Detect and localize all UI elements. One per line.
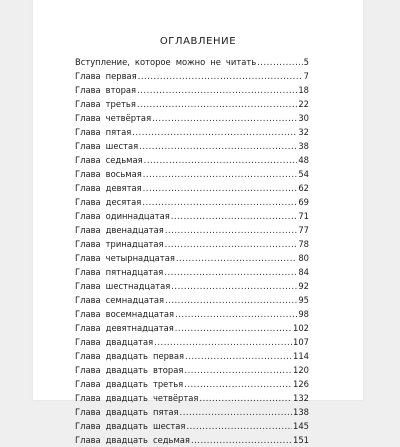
toc-title: ОГЛАВЛЕНИЕ: [159, 36, 237, 47]
toc-entry-title-word: вторая: [105, 85, 137, 95]
toc-entry: [75, 391, 309, 405]
dot-leader: [171, 279, 297, 293]
toc-entry-title-word: первая: [105, 71, 137, 81]
dot-leader: [186, 419, 292, 433]
toc-entry-title: [75, 55, 256, 69]
toc-entry-title: [75, 97, 136, 111]
toc-entry: [75, 363, 309, 377]
dot-leader: [132, 125, 297, 139]
toc-entry-title-word: Глава: [75, 337, 101, 347]
toc-entry-title-word: тринадцатая: [105, 239, 164, 249]
toc-entry-title-word: Глава: [75, 323, 101, 333]
dot-leader: [165, 237, 298, 251]
toc-entry: [75, 349, 309, 363]
toc-entry-page-number: 54: [298, 169, 309, 179]
toc-entry-title-word: читать: [225, 57, 257, 67]
toc-entry-title-word: двадцать: [105, 351, 148, 361]
toc-entry: [75, 69, 309, 83]
dot-leader: [139, 139, 297, 153]
toc-entry-page-number: 71: [298, 211, 309, 221]
dot-leader: [199, 391, 292, 405]
toc-entry-title-word: седьмая: [105, 155, 143, 165]
toc-entry-title: [75, 223, 164, 237]
toc-entry: [75, 293, 309, 307]
toc-entry-title-word: Глава: [75, 141, 101, 151]
toc-entry-title-word: Глава: [75, 239, 101, 249]
dot-leader: [152, 111, 297, 125]
toc-entry-title-word: шестая: [105, 141, 139, 151]
toc-entry-page-number: 18: [298, 85, 309, 95]
toc-entry-page-number: 151: [293, 435, 309, 445]
toc-entry: [75, 195, 309, 209]
toc-entry-title: [75, 419, 185, 433]
toc-entry-title-word: можно: [175, 57, 206, 67]
toc-entry-title: [75, 335, 153, 349]
toc-entry-title: [75, 251, 175, 265]
toc-entry-title-word: Глава: [75, 127, 101, 137]
book-page: [33, 0, 363, 445]
toc-entry-title-word: Глава: [75, 155, 101, 165]
toc-entry-title: [75, 125, 131, 139]
toc-entry-title-word: пятая: [105, 127, 132, 137]
dot-leader: [184, 377, 292, 391]
toc-entry-title: [75, 279, 170, 293]
toc-entry-title-word: седьмая: [152, 435, 190, 445]
toc-entry: [75, 167, 309, 181]
toc-entry-title: [75, 391, 198, 405]
toc-entry-page-number: 98: [298, 309, 309, 319]
toc-entry-title-word: Глава: [75, 211, 101, 221]
toc-entry-page-number: 77: [298, 225, 309, 235]
toc-entry-title-word: Глава: [75, 393, 101, 403]
toc-entry-title: [75, 433, 190, 447]
toc-entry-title: [75, 69, 137, 83]
toc-entry-title-word: восьмая: [105, 169, 142, 179]
toc-entry-title-word: Глава: [75, 197, 101, 207]
toc-entry-title-word: пятая: [152, 407, 179, 417]
toc-entry-title: [75, 237, 164, 251]
toc-entry-title-word: двадцать: [105, 379, 148, 389]
toc-entry-title: [75, 265, 163, 279]
toc-entry: [75, 321, 309, 335]
toc-entry-title-word: Глава: [75, 407, 101, 417]
toc-entry-title-word: Глава: [75, 225, 101, 235]
toc-entry-title: [75, 111, 151, 125]
toc-entry-title: [75, 139, 138, 153]
toc-entry-title-word: Глава: [75, 351, 101, 361]
toc-entry-page-number: 102: [293, 323, 309, 333]
toc-entry-title: [75, 83, 136, 97]
toc-entry: [75, 139, 309, 153]
dot-leader: [142, 195, 297, 209]
toc-entry: [75, 419, 309, 433]
toc-entry-title-word: которое: [134, 57, 171, 67]
toc-entry: [75, 405, 309, 419]
toc-entry-title: [75, 153, 143, 167]
toc-entry: [75, 83, 309, 97]
toc-list: [75, 55, 309, 447]
toc-entry-page-number: 138: [293, 407, 309, 417]
toc-entry-title-word: шестнадцатая: [105, 281, 171, 291]
toc-entry: [75, 97, 309, 111]
toc-entry-title-word: Глава: [75, 169, 101, 179]
toc-entry-title-word: одиннадцатая: [105, 211, 170, 221]
toc-entry-title-word: двадцать: [105, 393, 148, 403]
dot-leader: [184, 363, 292, 377]
toc-entry: [75, 307, 309, 321]
toc-entry: [75, 377, 309, 391]
dot-leader: [176, 251, 297, 265]
dot-leader: [144, 153, 298, 167]
toc-entry-page-number: 78: [298, 239, 309, 249]
toc-entry-page-number: 95: [298, 295, 309, 305]
toc-entry-page-number: 132: [293, 393, 309, 403]
toc-entry-title-word: шестая: [152, 421, 186, 431]
toc-entry-title-word: четырнадцатая: [105, 253, 175, 263]
toc-entry-title-word: двадцать: [105, 421, 148, 431]
dot-leader: [175, 321, 292, 335]
toc-entry-title-word: Глава: [75, 113, 101, 123]
toc-entry-title-word: двадцать: [105, 365, 148, 375]
toc-entry-title-word: Глава: [75, 435, 101, 445]
toc-entry: [75, 181, 309, 195]
toc-entry-title-word: Глава: [75, 183, 101, 193]
dot-leader: [137, 83, 297, 97]
toc-entry-page-number: 22: [298, 99, 309, 109]
toc-entry-title-word: девятая: [105, 183, 142, 193]
toc-entry-page-number: 32: [298, 127, 309, 137]
toc-entry-title-word: Глава: [75, 295, 101, 305]
toc-entry-page-number: 5: [303, 57, 309, 67]
toc-entry-title: [75, 405, 179, 419]
toc-entry-title-word: третья: [152, 379, 184, 389]
toc-entry-page-number: 107: [293, 337, 309, 347]
toc-entry: [75, 433, 309, 447]
dot-leader: [137, 97, 297, 111]
toc-entry: [75, 279, 309, 293]
dot-leader: [185, 349, 292, 363]
dot-leader: [171, 209, 298, 223]
toc-entry-title: [75, 195, 141, 209]
toc-entry-title-word: двадцатая: [105, 337, 154, 347]
dot-leader: [191, 433, 292, 447]
toc-entry-title: [75, 209, 170, 223]
toc-entry-title: [75, 181, 142, 195]
dot-leader: [180, 405, 292, 419]
toc-entry-page-number: 7: [303, 71, 309, 81]
toc-entry-title-word: двадцать: [105, 407, 148, 417]
toc-entry-title-word: Глава: [75, 309, 101, 319]
toc-entry: [75, 111, 309, 125]
toc-entry-page-number: 92: [298, 281, 309, 291]
toc-entry-title-word: вторая: [152, 365, 184, 375]
toc-entry-title-word: Вступление,: [75, 57, 130, 67]
toc-entry-title: [75, 349, 184, 363]
toc-entry-page-number: 48: [298, 155, 309, 165]
toc-entry: [75, 335, 309, 349]
toc-entry-title: [75, 321, 174, 335]
toc-entry-title-word: Глава: [75, 99, 101, 109]
toc-entry-page-number: 30: [298, 113, 309, 123]
toc-entry: [75, 265, 309, 279]
toc-entry-title: [75, 363, 183, 377]
toc-entry-title-word: Глава: [75, 421, 101, 431]
toc-entry-title-word: третья: [105, 99, 136, 109]
dot-leader: [143, 181, 298, 195]
toc-entry-title-word: Глава: [75, 379, 101, 389]
toc-entry-page-number: 80: [298, 253, 309, 263]
toc-entry-title-word: первая: [152, 351, 185, 361]
toc-entry: [75, 223, 309, 237]
toc-entry-title-word: пятнадцатая: [105, 267, 164, 277]
toc-entry: [75, 153, 309, 167]
dot-leader: [257, 55, 303, 69]
dot-leader: [138, 69, 303, 83]
toc-entry-title-word: не: [210, 57, 221, 67]
toc-entry-title-word: Глава: [75, 281, 101, 291]
dot-leader: [143, 167, 298, 181]
toc-entry-title-word: Глава: [75, 365, 101, 375]
toc-entry-page-number: 120: [293, 365, 309, 375]
toc-entry-page-number: 84: [298, 267, 309, 277]
toc-entry: [75, 251, 309, 265]
toc-entry-title-word: восемнадцатая: [105, 309, 175, 319]
toc-entry-title: [75, 167, 142, 181]
toc-entry-page-number: 126: [293, 379, 309, 389]
dot-leader: [175, 307, 297, 321]
dot-leader: [164, 265, 297, 279]
toc-entry-title: [75, 307, 174, 321]
toc-entry-page-number: 69: [298, 197, 309, 207]
toc-entry-page-number: 62: [298, 183, 309, 193]
toc-entry-title-word: девятнадцатая: [105, 323, 174, 333]
toc-entry-title-word: Глава: [75, 85, 101, 95]
toc-entry-title-word: четвёртая: [152, 393, 199, 403]
toc-entry-title: [75, 293, 164, 307]
toc-entry-page-number: 114: [293, 351, 309, 361]
dot-leader: [165, 293, 297, 307]
toc-entry-title-word: Глава: [75, 71, 101, 81]
toc-entry-page-number: 38: [298, 141, 309, 151]
toc-entry: [75, 209, 309, 223]
toc-entry-title-word: двенадцатая: [105, 225, 164, 235]
toc-entry-page-number: 145: [293, 421, 309, 431]
dot-leader: [154, 335, 292, 349]
toc-entry-title-word: семнадцатая: [105, 295, 165, 305]
toc-entry-title: [75, 377, 183, 391]
toc-entry: [75, 237, 309, 251]
dot-leader: [165, 223, 297, 237]
toc-entry: [75, 125, 309, 139]
toc-entry-title-word: двадцать: [105, 435, 148, 445]
toc-entry-title-word: Глава: [75, 253, 101, 263]
toc-entry-title-word: четвёртая: [105, 113, 152, 123]
toc-entry-title-word: десятая: [105, 197, 142, 207]
toc-entry-title-word: Глава: [75, 267, 101, 277]
toc-entry: [75, 55, 309, 69]
